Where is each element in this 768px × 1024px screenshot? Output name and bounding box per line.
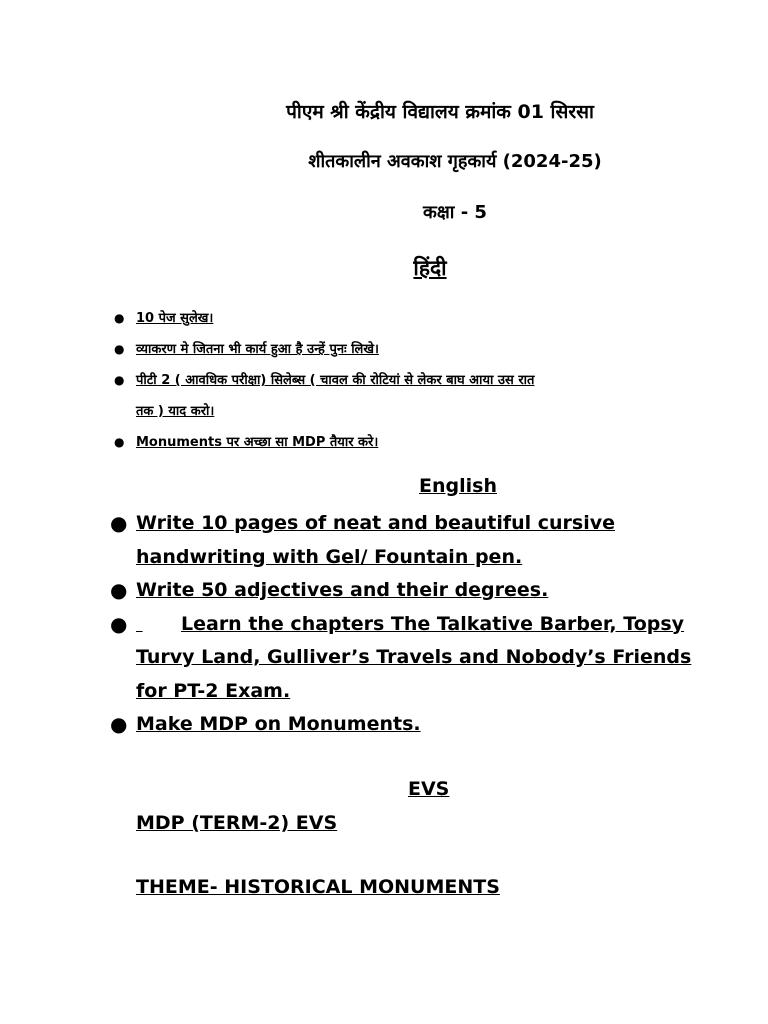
bullet-icon: ● [114, 373, 125, 387]
list-item: ● Write 10 pages of neat and beautiful cursive handwriting with Gel/ Fountain pen. [110, 507, 710, 574]
homework-title: शीतकालीन अवकाश गृहकार्य (2024-25) [308, 151, 602, 172]
bullet-icon: ● [110, 712, 128, 736]
class-label: कक्षा - 5 [423, 202, 487, 223]
bullet-icon: ● [114, 435, 125, 449]
list-item: ● Write 50 adjectives and their degrees. [110, 574, 710, 608]
hindi-section-title: हिंदी [413, 256, 447, 280]
bullet-icon: ● [110, 611, 128, 636]
english-section-title: English [419, 475, 497, 497]
list-item: ● Learn the chapters The Talkative Barber, Topsy Turvy Land, Gulliver’s Travels and Nobody’s Friends for PT-2 Exam. [110, 608, 710, 709]
english-task-list [110, 507, 710, 742]
list-item: ● पीटी 2 ( आवधिक परीक्षा) सिलेब्स ( चावल की रोटियां से लेकर बाघ आया उस रात तक ) याद करो। [114, 365, 674, 427]
list-item: ● व्याकरण मे जितना भी कार्य हुआ है उन्हें पुनः लिखे। [114, 334, 674, 365]
list-item: ● 10 पेज सुलेख। [114, 303, 674, 334]
underlined-indent [136, 608, 181, 642]
school-name: पीएम श्री केंद्रीय विद्यालय क्रमांक 01 सिरसा [286, 101, 594, 123]
bullet-icon: ● [114, 342, 125, 356]
evs-mdp-line: MDP (TERM-2) EVS [136, 812, 338, 834]
bullet-icon: ● [110, 511, 128, 535]
evs-theme-line: THEME- HISTORICAL MONUMENTS [136, 876, 500, 898]
list-item: ● Monuments पर अच्छा सा MDP तैयार करे। [114, 427, 674, 458]
hindi-task-list [114, 303, 674, 458]
list-item: ● Make MDP on Monuments. [110, 708, 710, 742]
bullet-icon: ● [110, 578, 128, 602]
bullet-icon: ● [114, 311, 125, 325]
evs-section-title: EVS [408, 778, 450, 800]
